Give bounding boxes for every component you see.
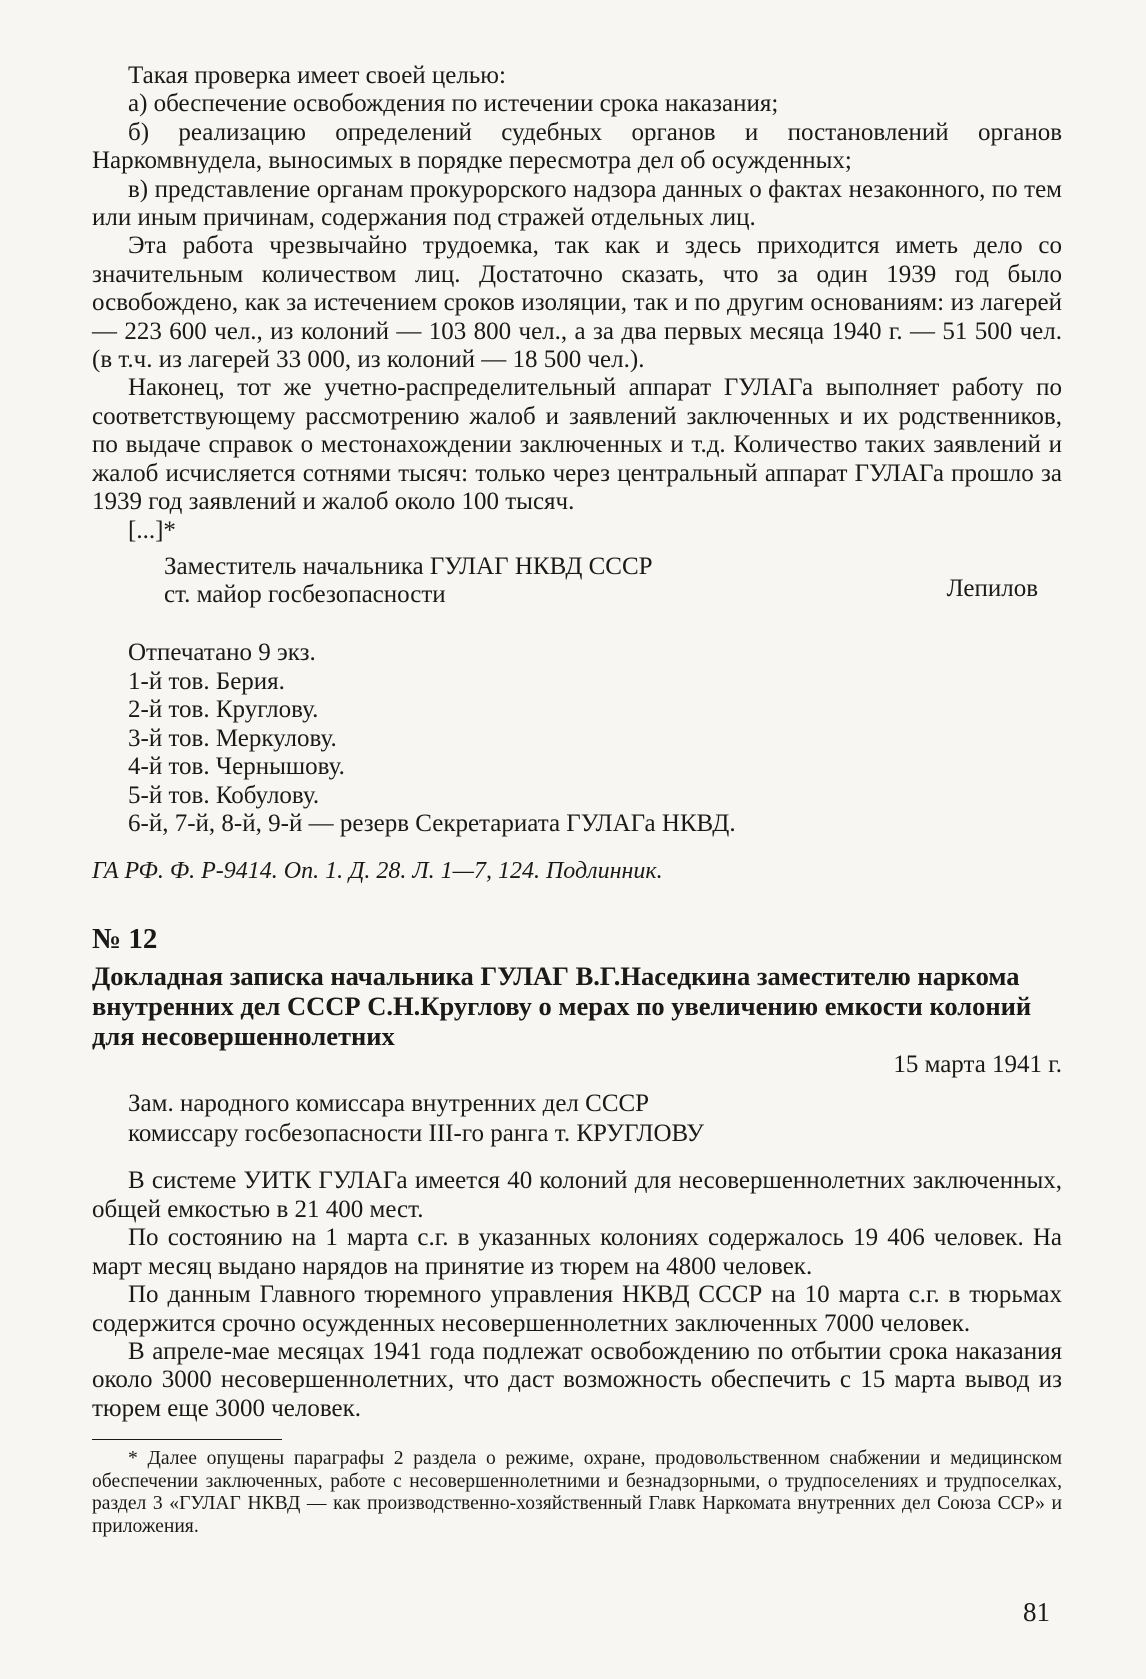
doc12-paragraph: В апреле-мае месяцах 1941 года подлежат освобождению по отбытии срока наказания около 3000 несовершеннолетних, что даст возможность обеспечить с 15 марта вывод из тюрем еще 3000 человек. [92,1337,1062,1422]
doc12-paragraph: В системе УИТК ГУЛАГа имеется 40 колоний для несовершеннолетних заключенных, общей емкостью в 21 400 мест. [92,1167,1062,1223]
page-number: 81 [1023,1597,1050,1627]
archive-reference: ГА РФ. Ф. Р-9414. Оп. 1. Д. 28. Л. 1—7, 124. Подлинник. [92,858,663,885]
distribution-line: Отпечатано 9 экз. [128,638,316,666]
distribution-line: 2-й тов. Круглову. [128,696,319,724]
signature-title: Заместитель начальника ГУЛАГ НКВД СССР [164,552,653,580]
signature-name: Лепилов [946,574,1038,602]
distribution-line: 6-й, 7-й, 8-й, 9-й — резерв Секретариата ГУЛАГа НКВД. [128,810,736,838]
distribution-line: 5-й тов. Кобулову. [128,781,320,809]
footnote-text: * Далее опущены параграфы 2 раздела о режиме, охране, продовольственном снабжении и медицинском обеспечении заключенных, работе с несовершеннолетними и безнадзорными, о трудпоселениях и трудпоселках, раздел 3 «ГУЛАГ НКВД — как производственно-хозяйственный Главк Наркомата внутренних дел Союза ССР» и приложения. [92,1448,1062,1537]
footnote [92,1448,1062,1538]
document-heading: Докладная записка начальника ГУЛАГ В.Г.Наседкина заместителю наркома внутренних дел СССР С.Н.Круглову о мерах по увеличению емкости колоний для несовершеннолетних [92,961,1032,1052]
list-item-c: в) представление органам прокурорского надзора данных о фактах незаконного, по тем или иным причинам, содержания под стражей отдельных лиц. [92,175,1062,232]
omission-mark: [...]* [128,516,176,544]
paragraph-work: Эта работа чрезвычайно трудоемка, так как и здесь приходится иметь дело со значительным количеством лиц. Достаточно сказать, что за один 1939 год было освобождено, как за истечением сроков изоляции, так и по другим основаниям: из лагерей — 223 600 чел., из колоний — 103 800 чел., а за два первых месяца 1940 г. — 51 500 чел. (в т.ч. из лагерей 33 000, из колоний — 18 500 чел.). [92,232,1062,374]
document-page [92,62,1062,1662]
body-text [92,62,1062,1539]
distribution-list [128,639,1062,839]
doc12-paragraph: По данным Главного тюремного управления НКВД СССР на 10 марта с.г. в тюрьмах содержится срочно осужденных несовершеннолетних заключенных 7000 человек. [92,1281,1062,1337]
signature-block [164,553,1062,613]
addressee-block [128,1089,1062,1149]
intro-line: Такая проверка имеет своей целью: [128,62,506,89]
distribution-line: 4-й тов. Чернышову. [128,753,345,781]
distribution-line: 1-й тов. Берия. [128,667,285,695]
document-number: № 12 [92,923,158,956]
document-date: 15 марта 1941 г. [893,1051,1062,1079]
addressee-line: комиссару госбезопасности III-го ранга т. КРУГЛОВУ [128,1120,704,1148]
list-item-a: а) обеспечение освобождения по истечении срока наказания; [128,90,779,118]
doc12-paragraph: По состоянию на 1 марта с.г. в указанных колониях содержалось 19 406 человек. На март месяц выдано нарядов на принятие из тюрем на 4800 человек. [92,1224,1062,1280]
list-item-b: б) реализацию определений судебных органов и постановлений органов Наркомвнудела, выносимых в порядке пересмотра дел об осужденных; [92,118,1062,175]
distribution-line: 3-й тов. Меркулову. [128,724,337,752]
footnote-divider [92,1439,282,1440]
paragraph-finally: Наконец, тот же учетно-распределительный аппарат ГУЛАГа выполняет работу по соответствующему рассмотрению жалоб и заявлений заключенных и их родственников, по выдаче справок о местонахождении заключенных и т.д. Количество таких заявлений и жалоб исчисляется сотнями тысяч: только через центральный аппарат ГУЛАГа прошло за 1939 год заявлений и жалоб около 100 тысяч. [92,374,1062,516]
signature-rank: ст. майор госбезопасности [164,580,446,608]
addressee-line: Зам. народного комиссара внутренних дел СССР [128,1090,650,1118]
